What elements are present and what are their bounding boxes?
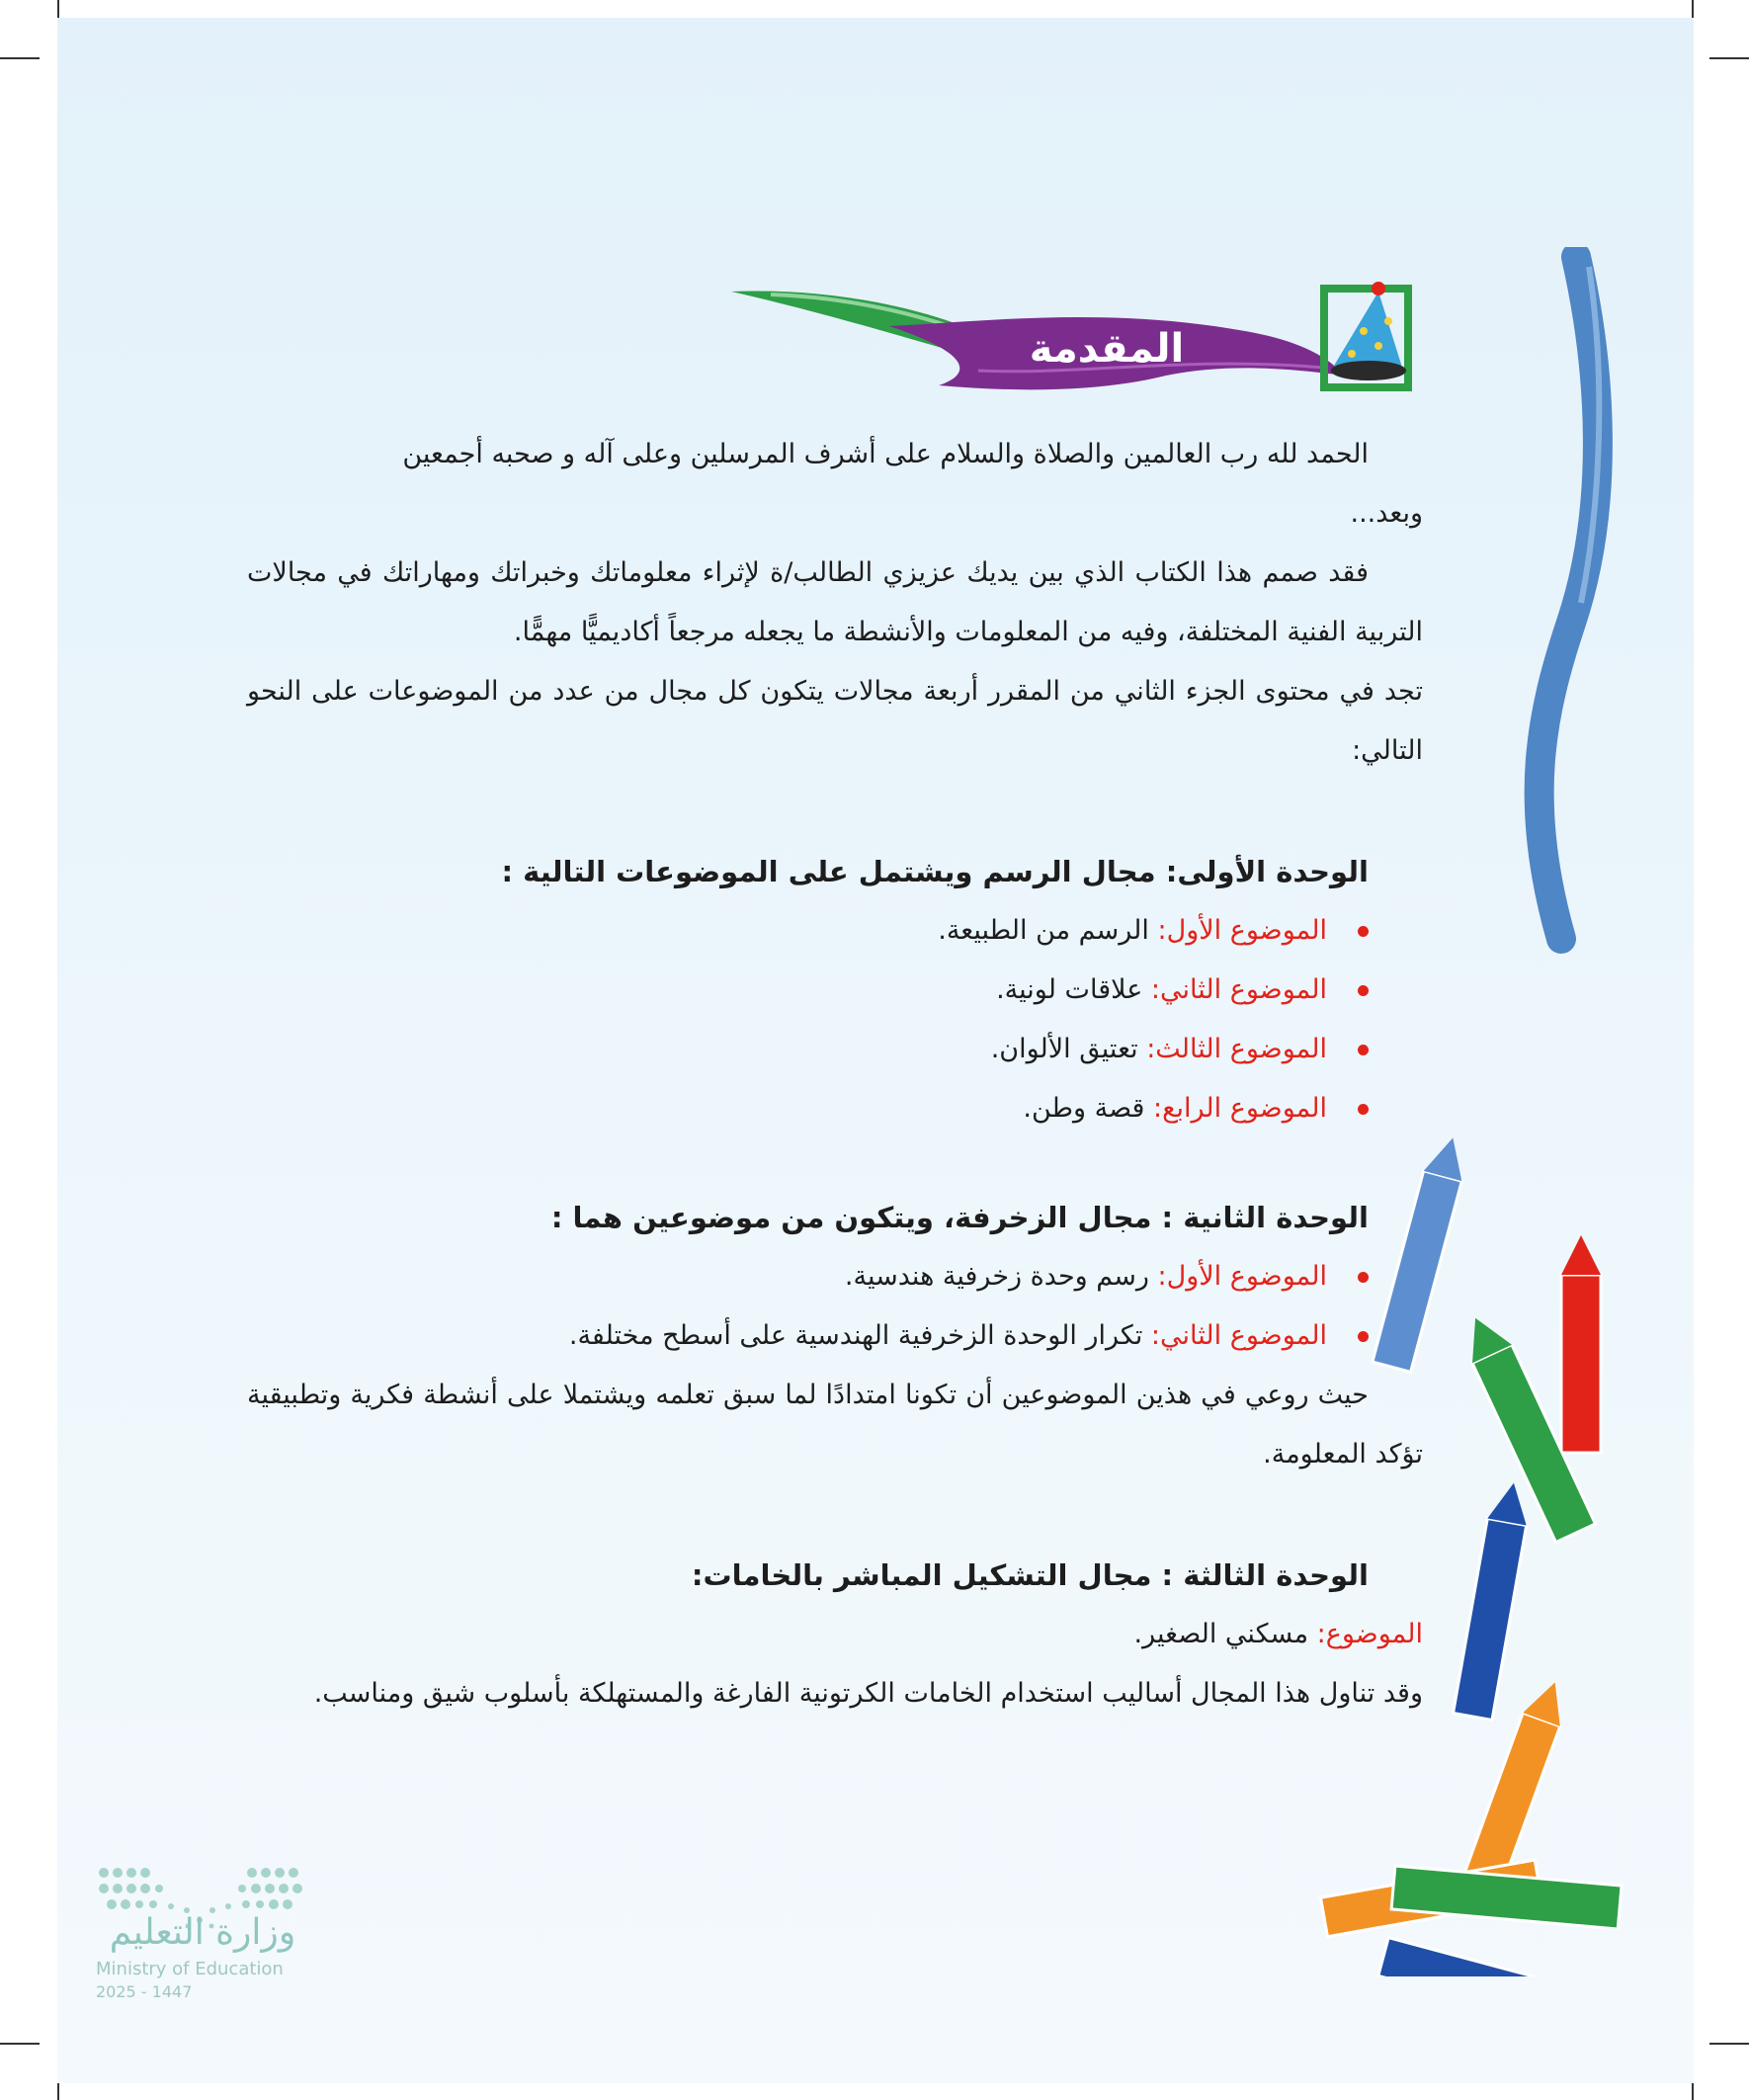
topic-label: الموضوع الرابع: (1153, 1093, 1327, 1124)
unit2-topic-list (247, 1247, 1423, 1366)
topic-label: الموضوع: (1316, 1619, 1423, 1649)
paint-stroke-decoration (1482, 247, 1621, 959)
bullet-icon (1358, 926, 1369, 937)
bullet-icon (1358, 985, 1369, 996)
crop-mark (0, 57, 40, 59)
ministry-name-arabic: وزارة التعليم (109, 1912, 296, 1953)
list-item (247, 1306, 1369, 1366)
topic-label: الموضوع الثالث: (1146, 1034, 1327, 1064)
red-crayon-icon (1561, 1235, 1601, 1453)
unit2-heading: الوحدة الثانية : مجال الزخرفة، ويتكون من موضوعين هما : (550, 1201, 1369, 1234)
list-item (247, 1247, 1369, 1306)
topic-text: تكرار الوحدة الزخرفية الهندسية على أسطح مختلفة. (568, 1320, 1151, 1351)
edition-year: 2025 - 1447 (96, 1982, 193, 2001)
topic-label: الموضوع الثاني: (1150, 974, 1327, 1005)
unit3-heading: الوحدة الثالثة : مجال التشكيل المباشر بالخامات: (691, 1558, 1369, 1592)
unit2-note: حيث روعي في هذين الموضوعين أن تكونا امتدادًا لما سبق تعلمه ويشتملا على أنشطة فكرية وتطبيقية تؤكد المعلومة. (247, 1380, 1423, 1470)
list-item (247, 1079, 1369, 1138)
intro-paragraph-3: تجد في محتوى الجزء الثاني من المقرر أربعة مجالات يتكون كل مجال من عدد من الموضوعات على النحو التالي: (247, 676, 1423, 766)
bullet-icon (1358, 1331, 1369, 1342)
party-hat-icon (1324, 282, 1408, 387)
intro-paragraph-2: فقد صمم هذا الكتاب الذي بين يديك عزيزي الطالب/ة لإثراء معلوماتك وخبراتك ومهاراتك في مجالات التربية الفنية المختلفة، وفيه من المعلومات والأنشطة ما يجعله مرجعاً أكاديميًّا مهمًّا. (247, 557, 1423, 647)
topic-label: الموضوع الثاني: (1150, 1320, 1327, 1351)
crop-mark (0, 2043, 40, 2045)
unit1-heading: الوحدة الأولى: مجال الرسم ويشتمل على الموضوعات التالية : (501, 855, 1369, 888)
list-item (247, 901, 1369, 961)
crop-mark (1709, 2043, 1749, 2045)
bullet-icon (1358, 1272, 1369, 1283)
intro-paragraph-1: الحمد لله رب العالمين والصلاة والسلام على أشرف المرسلين وعلى آله و صحبه أجمعين (402, 439, 1369, 469)
navy-crayon-icon-2 (1378, 1938, 1627, 1976)
bullet-icon (1358, 1104, 1369, 1115)
navy-crayon-icon (1454, 1479, 1534, 1720)
topic-label: الموضوع الأول: (1157, 1261, 1327, 1292)
topic-text: رسم وحدة زخرفية هندسية. (844, 1261, 1158, 1292)
ministry-name-english: Ministry of Education (96, 1959, 284, 1979)
intro-paragraph-1b: وبعد... (1350, 498, 1423, 529)
list-item (247, 961, 1369, 1020)
unit3-note: وقد تناول هذا المجال أساليب استخدام الخامات الكرتونية الفارغة والمستهلكة بأسلوب شيق ومناسب. (313, 1678, 1423, 1709)
topic-text: الرسم من الطبيعة. (938, 915, 1158, 946)
topic-text: قصة وطن. (1023, 1093, 1154, 1124)
unit1-topic-list (247, 901, 1423, 1138)
topic-text: تعتيق الألوان. (990, 1034, 1147, 1064)
topic-label: الموضوع الأول: (1157, 915, 1327, 946)
main-content (247, 425, 1423, 1723)
list-item (247, 1020, 1369, 1079)
topic-text: مسكني الصغير. (1133, 1619, 1317, 1649)
topic-text: علاقات لونية. (996, 974, 1151, 1005)
page-title: المقدمة (1029, 326, 1185, 372)
unit3-topic (247, 1605, 1423, 1664)
crop-mark (1709, 57, 1749, 59)
bullet-icon (1358, 1045, 1369, 1055)
